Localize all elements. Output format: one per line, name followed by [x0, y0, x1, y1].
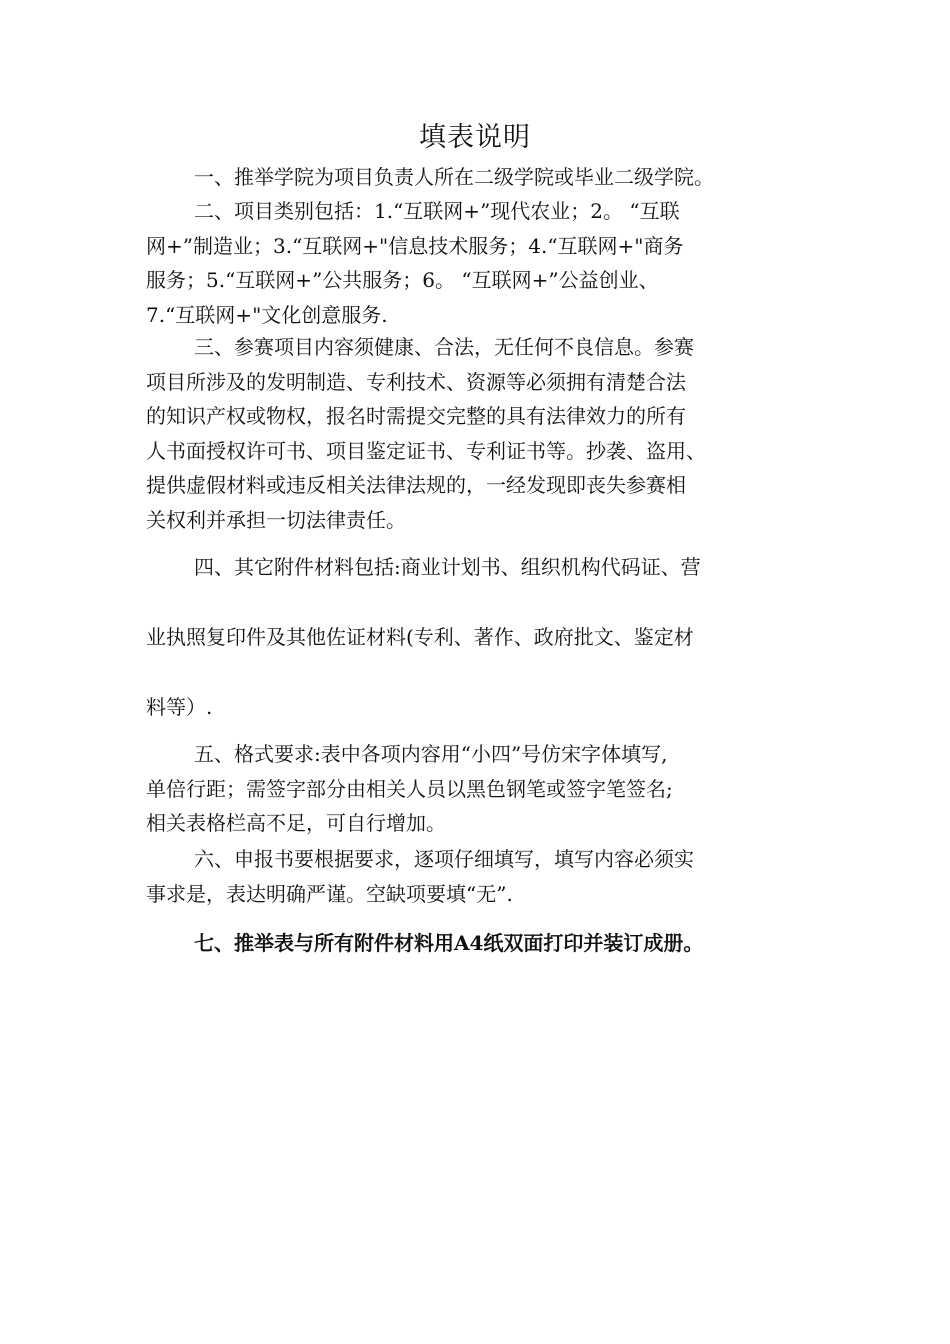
instruction-item-1 — [146, 160, 816, 195]
instruction-line: 服务；5.“互联网+”公共服务；6。 “互联网+”公益创业、 — [146, 268, 659, 292]
instruction-item-5 — [146, 737, 816, 841]
instruction-line: 项目所涉及的发明制造、专利技术、资源等必须拥有清楚合法 — [146, 369, 686, 394]
instruction-line: 单倍行距；需签字部分由相关人员以黑色钢笔或签字笔签名; — [146, 776, 673, 801]
instruction-line: 网+”制造业；3.“互联网+"信息技术服务；4.“互联网+"商务 — [146, 233, 684, 258]
instruction-item-3 — [146, 330, 816, 537]
instruction-line: 五、格式要求:表中各项内容用“小四”号仿宋字体填写, — [194, 742, 668, 766]
instruction-line: 四、其它附件材料包括:商业计划书、组织机构代码证、营 — [194, 555, 701, 579]
instruction-line: 事求是，表达明确严谨。空缺项要填“无”. — [146, 881, 513, 906]
instruction-line: 二、项目类别包括：1.“互联网+”现代农业；2。 “互联 — [194, 199, 680, 223]
instruction-line: 六、申报书要根据要求，逐项仔细填写，填写内容必须实 — [194, 847, 694, 871]
instruction-line: 提供虚假材料或违反相关法律法规的，一经发现即丧失参赛相 — [146, 473, 686, 497]
instruction-line: 关权利并承担一切法律责任。 — [146, 507, 406, 532]
instruction-line: 三、参赛项目内容须健康、合法，无任何不良信息。参赛 — [194, 335, 694, 359]
instruction-line: 业执照复印件及其他佐证材料(专利、著作、政府批文、鉴定材 — [146, 625, 694, 649]
instruction-line: 人书面授权许可书、项目鉴定证书、专利证书等。抄袭、盗用、 — [146, 438, 706, 463]
instruction-line: 的知识产权或物权，报名时需提交完整的具有法律效力的所有 — [146, 404, 686, 428]
instruction-item-7 — [146, 926, 816, 961]
instruction-line: 一、推举学院为项目负责人所在二级学院或毕业二级学院。 — [194, 165, 714, 189]
instruction-item-4 — [146, 550, 816, 585]
instruction-line: 七、推举表与所有附件材料用A4纸双面打印并装订成册。 — [194, 931, 704, 955]
instruction-line: 相关表格栏高不足，可自行增加。 — [146, 811, 446, 835]
instruction-item-4-cont — [146, 620, 816, 655]
instruction-line: 7.“互联网+"文化创意服务. — [146, 302, 388, 327]
instruction-line: 料等）. — [146, 695, 213, 719]
instruction-item-6 — [146, 842, 816, 911]
instruction-item-4-cont — [146, 690, 816, 725]
instruction-item-2 — [146, 194, 816, 332]
page-title: 填表说明 — [419, 122, 531, 153]
